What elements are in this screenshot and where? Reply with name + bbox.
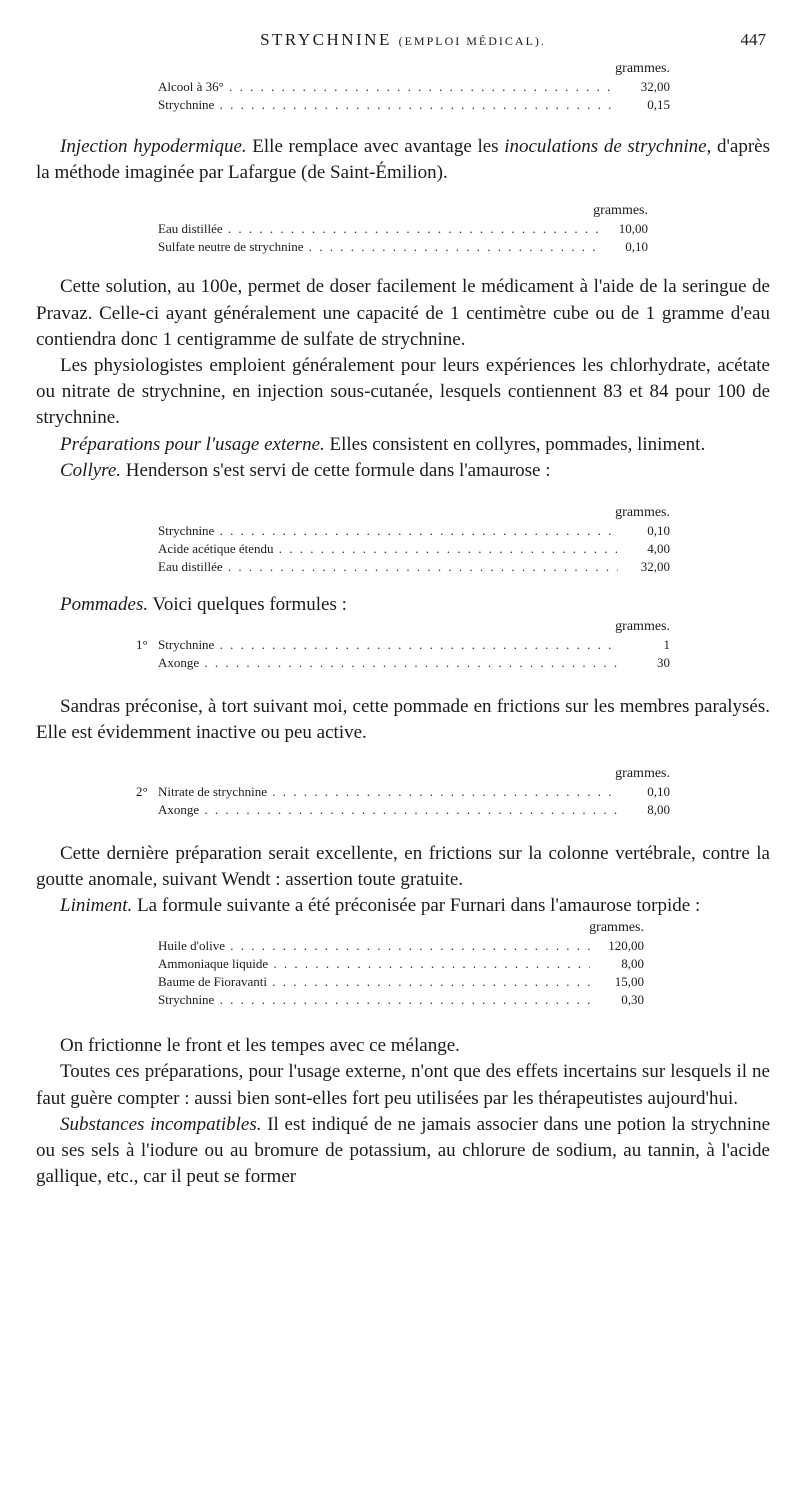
formula-row	[158, 522, 670, 540]
ingredient-name: Axonge . . .	[158, 654, 618, 672]
paragraph-solution: Cette solution, au 100e, permet de doser facilement le médicament à l'aide de la seringue de Pravaz. Celle-ci ayant généralement une capacité de 1 centimètre cube ou de 1 gramme d'eau contiendra donc 1 centigramme de sulfate de strychnine.	[36, 276, 770, 350]
formula-number: 2°	[136, 783, 148, 799]
formula-row	[158, 991, 644, 1009]
unit-label: grammes.	[615, 765, 670, 781]
ingredient-quantity: 8,00	[641, 801, 670, 819]
formula-row	[158, 78, 670, 96]
unit-label: grammes.	[615, 619, 670, 635]
section-heading-preparations: Préparations pour l'usage externe.	[60, 433, 325, 455]
paragraph-collyre	[36, 458, 770, 484]
ingredient-name: Acide acétique étendu . . .	[158, 540, 618, 558]
ingredient-quantity: 1	[658, 636, 671, 654]
formula-alcool	[158, 60, 670, 114]
section-heading-liniment: Liniment.	[60, 895, 133, 917]
ingredient-quantity: 0,10	[641, 522, 670, 540]
ingredient-name: Strychnine . . .	[158, 96, 618, 114]
ingredient-quantity: 32,00	[635, 78, 670, 96]
formula-row	[158, 540, 670, 558]
emphasis: inoculations de strychnine,	[504, 136, 712, 157]
formula-injection	[158, 202, 648, 256]
formula-row	[158, 238, 648, 256]
formula-row	[158, 955, 644, 973]
ingredient-name: Strychnine . . .	[158, 636, 618, 654]
paragraph-frictionne: On frictionne le front et les tempes avec ce mélange.	[60, 1035, 460, 1057]
paragraph-physiologistes: Les physiologistes emploient généralement pour leurs expériences les chlorhydrate, acétate ou nitrate de strychnine, en injection sous-cutanée, lesquels contiennent 83 et 84 pour 100 de strychnine.	[36, 355, 770, 429]
ingredient-name: Sulfate neutre de strychnine . . .	[158, 238, 598, 256]
unit-label: grammes.	[589, 920, 644, 936]
formula-row	[136, 801, 670, 819]
ingredient-name: Huile d'olive . . .	[158, 937, 590, 955]
ingredient-name: Alcool à 36° . . .	[158, 78, 618, 96]
ingredient-quantity: 0,30	[615, 991, 644, 1009]
ingredient-quantity: 120,00	[602, 937, 644, 955]
unit-label: grammes.	[593, 203, 648, 219]
text: La formule suivante a été préconisée par Furnari dans l'amaurose torpide :	[132, 895, 701, 917]
text: d'après la méthode imaginée par Lafargue (de Saint-Émilion).	[36, 136, 770, 184]
running-title	[36, 30, 770, 50]
ingredient-name: Ammoniaque liquide . . .	[158, 955, 590, 973]
formula-row	[158, 558, 670, 576]
paragraph-derniere: Cette dernière préparation serait excellente, en frictions sur la colonne vertébrale, contre la goutte anomale, suivant Wendt : assertion toute gratuite.	[36, 842, 770, 890]
unit-label: grammes.	[615, 505, 670, 521]
ingredient-name: Axonge . . .	[158, 801, 618, 819]
formula-row	[158, 937, 644, 955]
ingredient-quantity: 4,00	[641, 540, 670, 558]
paragraph-sandras: Sandras préconise, à tort suivant moi, cette pommade en frictions sur les membres paralysés. Elle est évidemment inactive ou peu active.	[36, 696, 770, 744]
formula-number: 1°	[136, 637, 148, 653]
formula-row	[136, 783, 670, 801]
section-heading-injection: Injection hypodermique.	[60, 136, 247, 157]
paragraph-liniment	[36, 893, 770, 919]
ingredient-name: Strychnine . . .	[158, 991, 590, 1009]
ingredient-name: Strychnine . . .	[158, 522, 618, 540]
text: Elle remplace avec avantage les	[246, 136, 505, 157]
formula-row	[158, 96, 670, 114]
section-heading-pommades: Pommades.	[60, 594, 149, 616]
ingredient-name: Nitrate de strychnine . . .	[158, 783, 618, 801]
ingredient-name: Eau distillée . . .	[158, 220, 598, 238]
paragraph-toutes: Toutes ces préparations, pour l'usage externe, n'ont que des effets incertains sur lesquels il ne faut guère compter : aussi bien sont-elles fort peu utilisées par les thérapeutistes aujourd'hui.	[36, 1061, 770, 1109]
section-heading-collyre: Collyre.	[60, 459, 122, 481]
paragraph-preparations	[36, 432, 770, 458]
formula-pommade-2	[136, 765, 670, 819]
paragraph-injection	[36, 134, 770, 186]
running-header	[36, 30, 770, 56]
formula-row	[136, 636, 670, 654]
ingredient-name: Eau distillée . . .	[158, 558, 618, 576]
text: Voici quelques formules :	[148, 594, 347, 616]
paragraph-substances	[36, 1112, 770, 1191]
ingredient-quantity: 0,10	[641, 783, 670, 801]
ingredient-quantity: 32,00	[635, 558, 670, 576]
ingredient-quantity: 8,00	[615, 955, 644, 973]
ingredient-quantity: 0,10	[619, 238, 648, 256]
formula-pommade-1	[136, 618, 670, 672]
page-number: 447	[740, 30, 766, 49]
ingredient-quantity: 30	[651, 654, 670, 672]
ingredient-quantity: 0,15	[641, 96, 670, 114]
formula-row	[158, 973, 644, 991]
formula-collyre	[158, 504, 670, 576]
running-title-main: STRYCHNINE	[260, 30, 392, 49]
text: Henderson s'est servi de cette formule dans l'amaurose :	[121, 459, 551, 481]
running-title-sub: (EMPLOI MÉDICAL).	[398, 34, 546, 48]
formula-row	[158, 220, 648, 238]
unit-label: grammes.	[615, 61, 670, 76]
paragraph-pommades	[36, 592, 770, 618]
ingredient-quantity: 10,00	[613, 220, 648, 238]
text: Elles consistent en collyres, pommades, liniment.	[324, 433, 706, 455]
formula-liniment	[158, 919, 644, 1009]
page-body	[36, 60, 770, 1190]
ingredient-quantity: 15,00	[609, 973, 644, 991]
formula-row	[136, 654, 670, 672]
ingredient-name: Baume de Fioravanti . . .	[158, 973, 590, 991]
text: Il est indiqué de ne jamais associer dans une potion la strychnine ou ses sels à l'iodure ou au bromure de potassium, au chlorure de sodium, au tannin, à l'acide gallique, etc., car il peut se former	[36, 1113, 771, 1188]
section-heading-substances: Substances incompatibles.	[60, 1113, 262, 1135]
